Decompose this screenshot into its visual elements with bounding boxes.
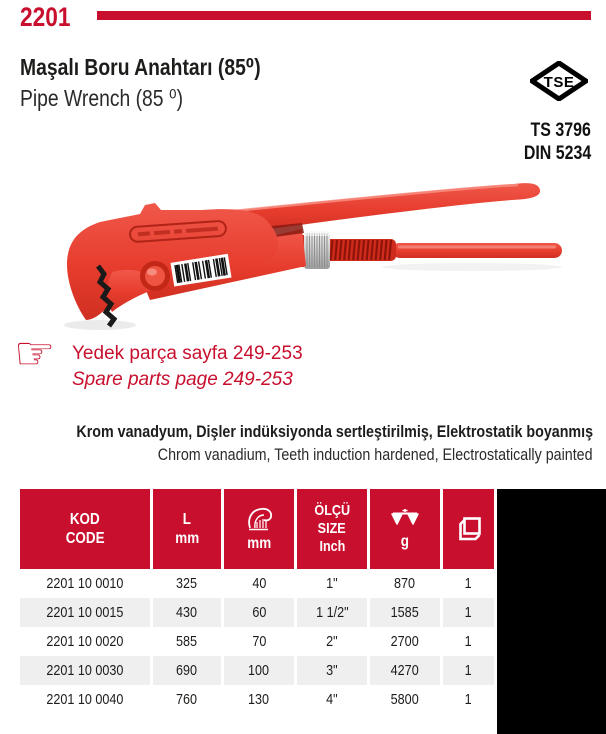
tse-logo-icon [530, 61, 588, 101]
cell-size: 3" [297, 656, 367, 685]
product-title-turkish: Maşalı Boru Anahtarı (85⁰) [20, 54, 261, 80]
col-header-length: L mm [153, 489, 221, 569]
cell-size: 1" [297, 569, 367, 598]
table-row [20, 627, 497, 656]
cell-jaw: 40 [224, 569, 294, 598]
cell-size: 4" [297, 685, 367, 714]
cell-jaw: 70 [224, 627, 294, 656]
col-header-code: KOD CODE [20, 489, 150, 569]
standards-block [511, 119, 591, 165]
product-code-heading [20, 2, 80, 33]
cell-code: 2201 10 0030 [20, 656, 150, 685]
col-header-pack [443, 489, 494, 569]
col-header-size: ÖLÇÜ SIZE Inch [297, 489, 367, 569]
package-icon [456, 516, 482, 542]
header-rule [97, 11, 591, 20]
cell-length: 325 [153, 569, 221, 598]
cell-length: 760 [153, 685, 221, 714]
jaw-opening-icon [244, 506, 274, 532]
wrench-lower-handle [392, 243, 562, 258]
cell-pack: 1 [443, 685, 494, 714]
cell-jaw: 60 [224, 598, 294, 627]
cell-size: 2" [297, 627, 367, 656]
cell-code: 2201 10 0040 [20, 685, 150, 714]
product-title-english: Pipe Wrench (85 ⁰) [20, 85, 184, 111]
page-corner-block [497, 489, 606, 734]
spare-parts-text-english: Spare parts page 249-253 [72, 369, 293, 390]
cell-code: 2201 10 0020 [20, 627, 150, 656]
cell-pack: 1 [443, 627, 494, 656]
cell-pack: 1 [443, 656, 494, 685]
cell-code: 2201 10 0015 [20, 598, 150, 627]
spare-parts-note [72, 341, 303, 393]
cell-pack: 1 [443, 598, 494, 627]
wrench-head [67, 203, 278, 320]
pipe-wrench-photo [52, 172, 572, 337]
cell-weight: 2700 [370, 627, 440, 656]
cell-weight: 1585 [370, 598, 440, 627]
material-description [0, 420, 593, 466]
tse-logo-text: TSE [543, 74, 575, 91]
cell-length: 690 [153, 656, 221, 685]
cell-jaw: 100 [224, 656, 294, 685]
description-english: Chrom vanadium, Teeth induction hardened, Electrostatically painted [158, 445, 593, 464]
cell-code: 2201 10 0010 [20, 569, 150, 598]
cell-length: 585 [153, 627, 221, 656]
standard-ts: TS 3796 [530, 120, 591, 141]
description-turkish: Krom vanadyum, Dişler indüksiyonda sertleştirilmiş, Elektrostatik boyanmış [76, 422, 593, 441]
table-row [20, 685, 497, 714]
product-code-text: 2201 [20, 2, 71, 32]
standard-din: DIN 5234 [523, 143, 591, 164]
wrench-shadow [64, 320, 136, 330]
table-row [20, 656, 497, 685]
spec-table [20, 489, 497, 714]
spare-parts-text-turkish: Yedek parça sayfa 249-253 [72, 343, 303, 364]
col-header-weight: g [370, 489, 440, 569]
cell-pack: 1 [443, 569, 494, 598]
table-row [20, 569, 497, 598]
cell-weight: 5800 [370, 685, 440, 714]
spec-table-header [20, 489, 497, 569]
cell-length: 430 [153, 598, 221, 627]
table-row [20, 598, 497, 627]
cell-jaw: 130 [224, 685, 294, 714]
col-header-jaw: mm [224, 489, 294, 569]
cell-weight: 870 [370, 569, 440, 598]
pointing-hand-icon: ☞ [14, 327, 56, 379]
cell-size: 1 1/2" [297, 598, 367, 627]
scales-icon [391, 508, 419, 530]
cell-weight: 4270 [370, 656, 440, 685]
